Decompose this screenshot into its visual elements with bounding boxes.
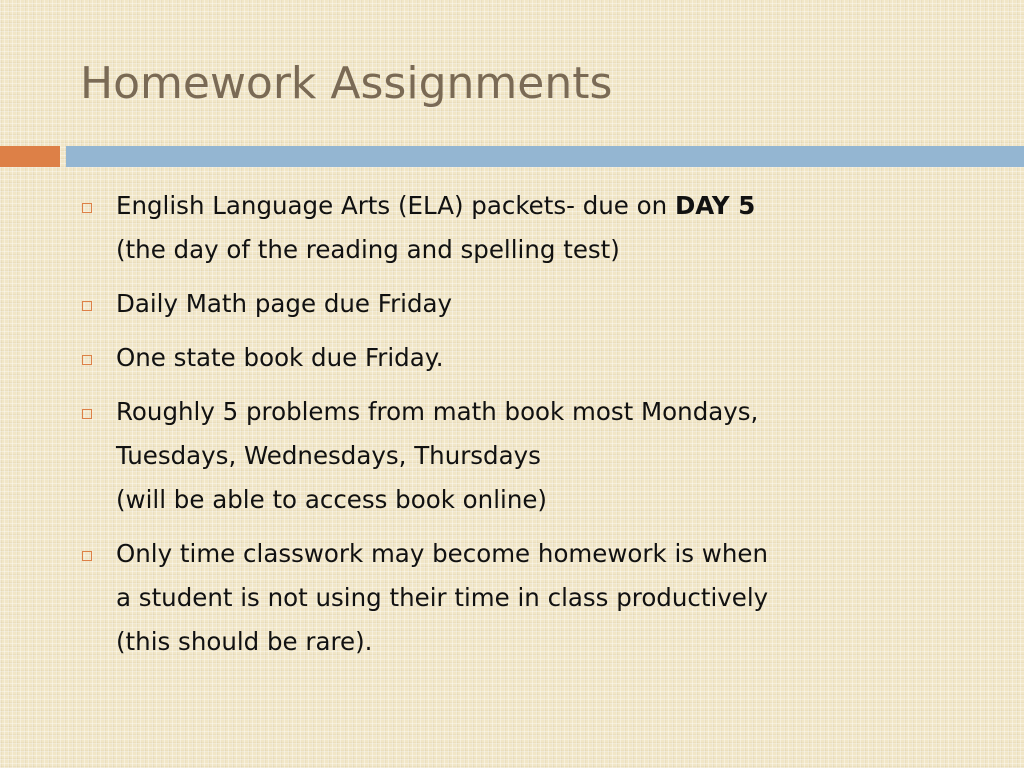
bullet-line xyxy=(116,184,992,228)
bullet-line: Tuesdays, Wednesdays, Thursdays xyxy=(116,441,541,470)
accent-bar-blue xyxy=(66,146,1024,167)
square-bullet-icon xyxy=(82,203,92,213)
bullet-line: a student is not using their time in class productively xyxy=(116,583,769,612)
bullet-line: (the day of the reading and spelling test) xyxy=(116,235,620,264)
bullet-line: (this should be rare). xyxy=(116,627,373,656)
bullet-list xyxy=(82,184,992,674)
bullet-item xyxy=(82,282,992,326)
square-bullet-icon xyxy=(82,551,92,561)
bullet-emphasis: DAY 5 xyxy=(674,191,756,220)
square-bullet-icon xyxy=(82,355,92,365)
bullet-line: Roughly 5 problems from math book most Mondays, xyxy=(116,397,759,426)
slide-title: Homework Assignments xyxy=(80,58,613,109)
accent-bar-orange xyxy=(0,146,60,167)
bullet-item xyxy=(82,532,992,664)
bullet-line: Only time classwork may become homework is when xyxy=(116,539,768,568)
bullet-line: Daily Math page due Friday xyxy=(116,289,453,318)
bullet-line-text: English Language Arts (ELA) packets- due on xyxy=(116,191,675,220)
bullet-line: One state book due Friday. xyxy=(116,343,444,372)
bullet-item xyxy=(82,390,992,522)
bullet-item xyxy=(82,184,992,272)
square-bullet-icon xyxy=(82,301,92,311)
bullet-line: (will be able to access book online) xyxy=(116,485,547,514)
bullet-item xyxy=(82,336,992,380)
square-bullet-icon xyxy=(82,409,92,419)
